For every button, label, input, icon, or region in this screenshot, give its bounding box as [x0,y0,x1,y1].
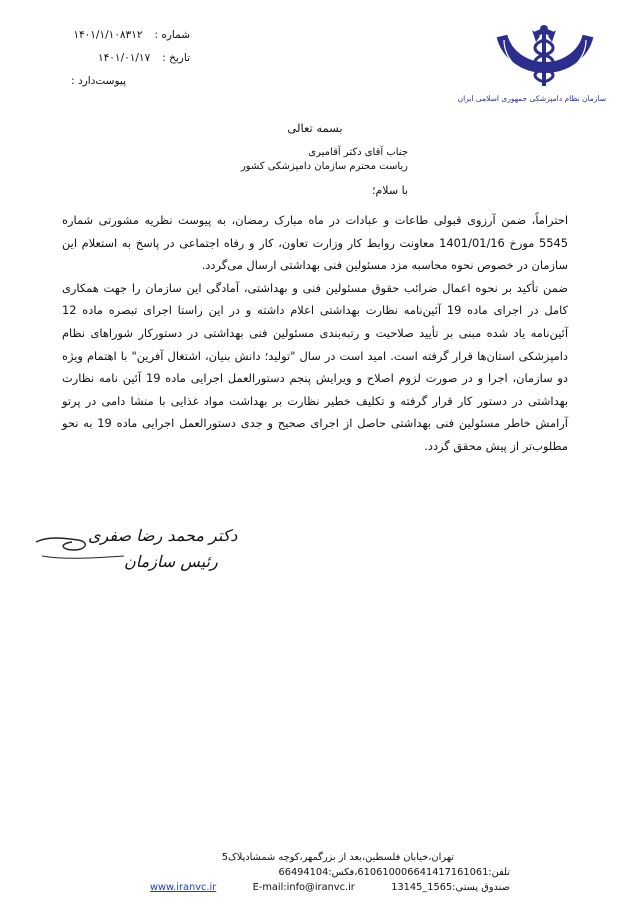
body-paragraph-1: احتراماً، ضمن آرزوی قبولی طاعات و عبادات در ماه مبارک رمضان، به پیوست نظریه مشورتی شماره 5545 مورخ 1401/01/16 معاونت روابط کار وزارت تعاون، کار و رفاه اجتماعی در پاسخ به استعلام این سازمان در خصوص نحوه محاسبه مزد مسئولین فنی بهداشتی ارسال می‌گردد. [62,213,568,273]
letter-greeting: با سلام؛ [372,184,408,197]
body-paragraph-2: ضمن تأکید بر نحوه اعمال ضرائب حقوق مسئولین فنی و بهداشتی، آمادگی این سازمان را جهت همکاری کامل در اجرای ماده 19 آئین‌نامه نظارت بهداشتی اعلام داشته و در این راستا اجرای تبصره ماده 12 آئین‌نامه یاد شده مبنی بر تأیید صلاحیت و رتبه‌بندی مسئولین فنی بهداشتی در دستورکار شوراهای نظام دامپزشکی استان‌ها قرار گرفته است. امید است در سال "تولید؛ دانش بنیان، اشتغال آفرین" با اهتمام ویژه دو سازمان، اجرا و در صورت لزوم اصلاح و ویرایش پنجم دستورالعمل اجرایی ماده 19 آئین نامه نظارت بهداشتی در دستور کار قرار گرفته و تکلیف خطیر نظارت بر بهداشت مواد غذایی با منشا دامی در پرتو آرامش خاطر مسئولین فنی بهداشتی حاصل از اجرای صحیح و جدی دستورالعمل اجرایی ماده 19 به نحو مطلوب‌تر از پیش محقق گردد. [62,280,568,453]
letter-number-label: شماره : [154,29,190,41]
recipient-name: جناب آقای دکتر آقامیری [308,147,408,158]
footer-po-box: صندوق پستی:1565_13145 [391,882,510,893]
footer-address: تهران،خیابان فلسطین،بعد از بزرگمهر،کوچه شمشادپلاک5 [221,852,454,863]
signer-position: رئیس سازمان [124,552,218,571]
footer-website-link[interactable]: www.iranvc.ir [150,882,217,893]
footer-email: E-mail:info@iranvc.ir [252,882,355,893]
footer-contact-line [150,880,510,895]
letter-attachment-label: پیوست‌دارد : [71,75,126,87]
letter-footer [150,850,510,895]
letter-date-value: ۱۴۰۱/۰۱/۱۷ [98,52,151,64]
organization-name: سازمان نظام دامپزشکی جمهوری اسلامی ایران [457,94,606,103]
signature-block [34,516,238,606]
letter-meta [62,29,190,88]
recipient-block [241,146,408,174]
letter-title: بسمه تعالی [287,121,343,135]
signer-name: دکتر محمد رضا صفری [88,526,238,545]
letter-date-row [62,52,190,65]
letter-body [62,209,568,458]
letter-date-label: تاریخ : [162,52,190,64]
recipient-title: ریاست محترم سازمان دامپزشکی کشور [240,161,408,172]
letter-number-row [62,29,190,42]
letter-number-value: ۱۴۰۱/۱/۱۰۸۳۱۲ [73,29,143,41]
letter-attachment-row [62,75,190,88]
footer-phones: تلفن:610610006641417161061،فکس:66494104 [278,867,510,878]
